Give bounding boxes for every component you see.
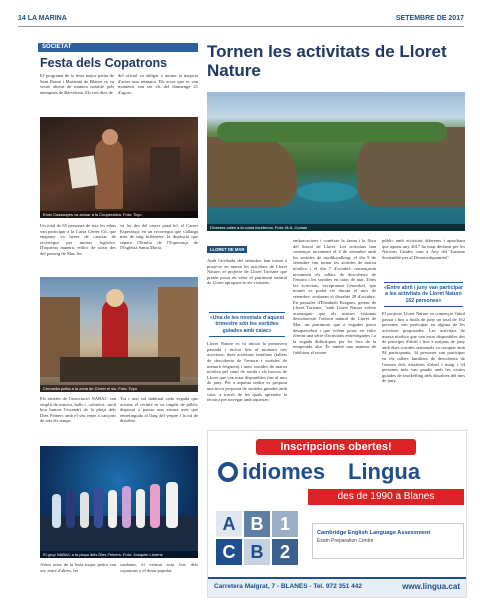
block-c: C xyxy=(216,539,242,565)
left-text-4: Altres actes de la festa major petita van ser, entre d'altres, les xyxy=(40,562,116,573)
block-a: A xyxy=(216,511,242,537)
page-header xyxy=(18,12,464,27)
left-text-1: El programa de la festa major petita de Sant Romà i Maximià de Blanes es va veure alterat de manera notable pels atemptats de Barcelona. Els tres dies de xyxy=(40,73,114,95)
page-number: 14 LA MARINA xyxy=(18,15,67,22)
ad-heading: Inscripcions obertes! xyxy=(256,439,416,455)
brand-logo-icon xyxy=(218,462,238,482)
left-text-4b: sardanes, el vermut sota l'arc dels copatrons o el dinar popular. xyxy=(120,562,198,573)
left-text-3: Els artistes de l'associació NABAC van omplir de música, balls i –sobretot– molt bon humor l'escenari de la plaça dels Dies Feiners amb el seu repte a cançons de tots els temps. xyxy=(40,396,116,424)
section-label: SOCIETAT xyxy=(38,43,198,52)
cambridge-badge xyxy=(312,523,464,559)
brand-name-a: idiomes xyxy=(242,459,326,484)
photo-parade xyxy=(40,277,198,392)
photo-dancers xyxy=(40,446,198,558)
photo-caption: El grup NABAC a la plaça dels Dies Feiners. Foto: Joaquim Llorens xyxy=(40,551,198,558)
main-text-2: embarcacions i conèixer la fauna i la flora del litoral de Lloret. Les activitats han començat novament el 2 de setembre amb les sortides de nordikwalking, el dia 9 de setembre van tornar les sortides de marxa nòrdica i el dia 7 d'octubre començaran novament els tallers de descoberta de l'entorn i les sortides en caiac de mar. Totes les activitats, excepturant l'esnorkel, que només es podrà fer durant el mes de setembre, acabaran el dissabte 28 d'octubre. En paraules d'Elisabeth Kragues, gerent de Lloret Turisme, "amb Lloret Nature volem aconseguir que els nostres visitants descobreixin l'entorn natural de Lloret de Mar, un patrimoni que a vegades passa desapercebut i que volem posar en valor oferint una sèrie d'activitats entretingudes i a la vegada didàctiques per fer fora de la temporada alta. És també una manera de fidelitzar el nostre xyxy=(293,238,376,355)
block-2: 2 xyxy=(272,539,298,565)
main-headline: Tornen les activitats de Lloret Nature xyxy=(207,42,447,80)
left-text-3b: Tot i així sol habitual cada vegada que actuen, el recinte es va omplir de públic disposat a passar una estona més que entretinguda al llarg del vespre i la nit de dissabte. xyxy=(120,396,198,424)
block-b2: B xyxy=(244,539,270,565)
left-text-1b: del oficial va obligar a moure la majoria d'actes una setmana. Els actes que es van mantenir van ser els del diumenge 21 d'agost. xyxy=(118,73,198,95)
block-b: B xyxy=(244,511,270,537)
ad-website-link[interactable]: www.lingua.cat xyxy=(402,582,460,591)
photo-caption: Cercavila petita a la zona de Cèrrer el sis. Foto: Toyo xyxy=(40,385,198,392)
pull-quote-1: «Una de les novetats d'aquest trimestre són les sortides guiades amb caiac» xyxy=(209,312,285,337)
cambridge-title: Cambridge English Language Assessment xyxy=(317,530,431,536)
left-headline: Festa dels Copatrons xyxy=(40,56,168,70)
brand-name-b: Lingua xyxy=(348,459,421,484)
ad-tagline: des de 1990 a Blanes xyxy=(308,489,464,505)
location-tag: LLORET DE MAR xyxy=(207,246,247,253)
left-text-2: Un total de 65 persones de tota les edats van participar a la Cursa Cèrrer Cit, que enguany va haver de canviar de recorregut per motius logístics. D'aquesta manera, enlloc de sortir des del passeig de Mar, les xyxy=(40,223,116,256)
main-text-1b: Lloret Nature es va iniciar la primavera passada i inclou fins al moment tres activitats: dues activitats familiars (tallers de descoberta de l'entorn i sortides de menorà fesguera) i unes sortides de marxa nòrdica pel camí de ronda i els boscos de Lloret que van estar disponibles fins al mes de juny. Per a aquesta tardor es proposa una nova proposta de sortides guiades amb caiac a través de les quals aprendre la tècnica per navegar amb aquestes xyxy=(207,341,287,403)
main-text-3: públic amb activitats diferents i aprofitant que aquest any 2017 ha estat declarat per les Nacions Unides com a Any del Turisme Sostenible per al Desenvolupament". xyxy=(382,238,465,260)
exam-centre: Exam Preparation Centre xyxy=(317,538,374,544)
ad-letter-blocks xyxy=(216,511,302,569)
main-text-1: Amb l'arribada del setembre han tornat a posar-se en marxa les activitats de Lloret Nature, el projecte de Lloret Turisme que pretén posar en valor el patrimoni natural de Lloret apropant-lo als visitants. xyxy=(207,258,287,286)
photo-singer xyxy=(40,117,198,218)
ad-address: Carretera Malgrat, 7 - BLANES - Tel. 972 351 442 xyxy=(214,583,362,590)
photo-caption: Diverses cales a la costa lloretenca. Foto: M.A. Comas xyxy=(207,224,465,231)
main-col-3 xyxy=(382,238,465,429)
block-1: 1 xyxy=(272,511,298,537)
advertisement[interactable] xyxy=(207,430,467,598)
issue-date: SETEMBRE DE 2017 xyxy=(395,15,464,22)
ad-brand xyxy=(218,461,458,485)
photo-coast xyxy=(207,92,465,231)
photo-caption: Enric Cassanyes va actuar a la Cooperativa. Foto: Toyo xyxy=(40,211,198,218)
main-text-3b: El projecte Lloret Nature va començar l'abril passat i fins a finals de juny un total de 162 persones van participar en alguna de les activitats proposades. Les activitats de marxa nòrdica que van estar disponibles des de principis d'abril i fins a mitjans de juny amb dues sortides setmanals va comptar amb 94 participants; 34 persones van participar en els tallers familiars de descoberta de l'entorn dels dissabtes d'abril i maig i 34 persones més van gaudir amb les visites guiades de snorkelling dels dissabtes del mes de juny. xyxy=(382,311,465,384)
ad-footer xyxy=(208,577,466,597)
left-text-2b: va fer des del carrer paral·lel, el Carrer Esperança, en un recorregut que s'allarga més de mig kilòmetre, la distància que separa l'Ermita de l'Esperança de l'Església Santa Maria. xyxy=(120,223,198,251)
pull-quote-2: «Entre abril i juny van participar a les activitats de Lloret Nature 162 persones» xyxy=(384,282,463,307)
